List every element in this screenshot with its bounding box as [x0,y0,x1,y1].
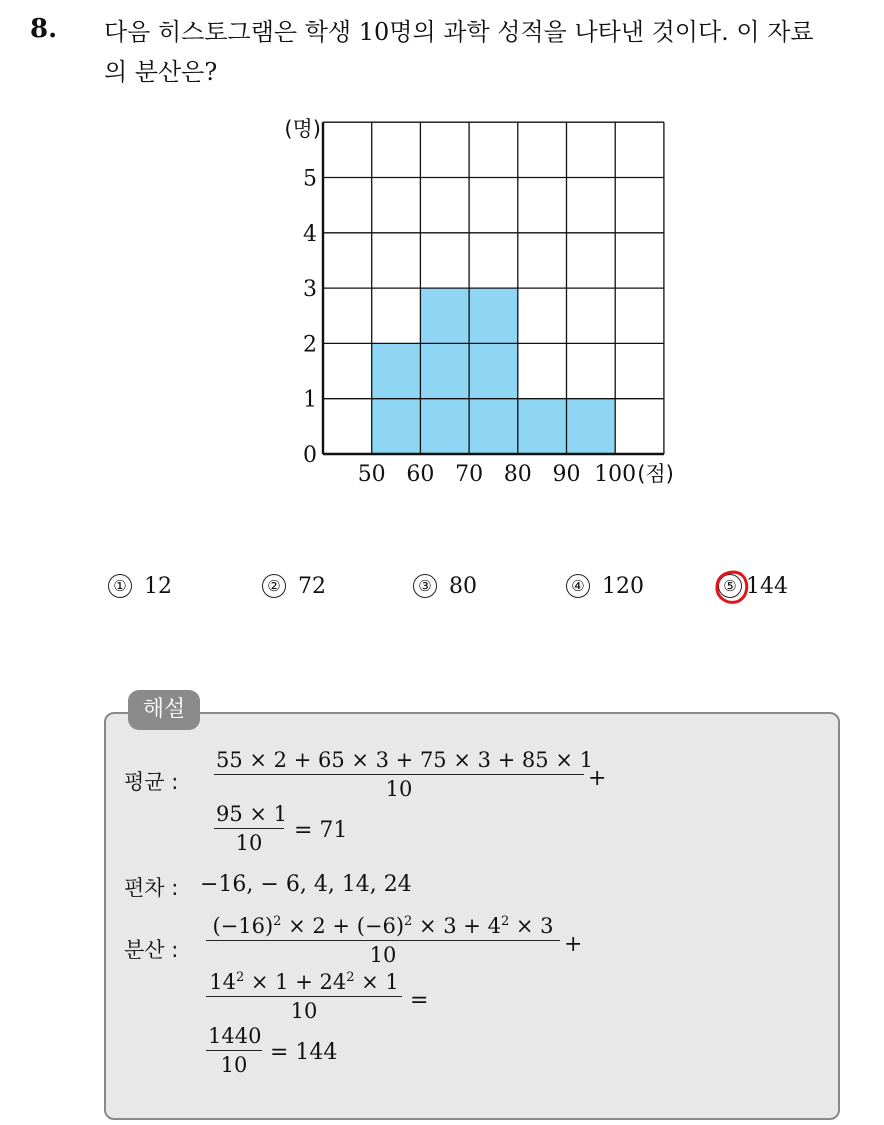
explanation-tag: 해설 [128,690,200,730]
variance-fraction-3 [206,1024,262,1077]
mean-fraction-1 [214,748,593,801]
choice-marker: ① [108,574,132,598]
question-number: 8. [30,14,58,44]
y-tick-label: 4 [303,221,317,247]
choice-value: 144 [746,574,788,599]
x-axis-label: (점) [637,462,674,486]
question-text-line2: 의 분산은? [104,58,218,86]
variance-fraction-2 [206,970,402,1023]
mean-fraction-1-denominator: 10 [385,777,413,801]
term-text: × 1 + 24 [244,970,347,994]
y-tick-label: 2 [303,332,317,358]
choice-value: 12 [144,574,172,599]
y-tick-label: 3 [303,277,317,303]
mean-fraction-2-numerator: 95 × 1 [214,802,284,829]
mean-fraction-2-denominator: 10 [235,831,263,855]
mean-fraction-2 [214,802,288,855]
histogram-bar [420,288,469,454]
variance-fraction-1 [206,914,560,967]
mean-label: 평균 : [124,770,179,794]
term-text: 14 [209,970,236,994]
question-text [104,12,864,92]
choice-marker: ⑤ [718,574,742,598]
choice-1[interactable] [108,574,172,599]
choice-3[interactable] [413,574,477,599]
variance-fraction-1-denominator: 10 [369,943,397,967]
deviation-label: 편차 : [124,876,179,900]
histogram-bar [518,399,567,454]
histogram [255,108,705,498]
choice-2[interactable] [262,574,326,599]
term-text: × 3 + 4 [412,914,501,938]
exponent: 2 [273,914,282,929]
choice-value: 72 [298,574,326,599]
variance-fraction-3-numerator: 1440 [206,1024,262,1051]
y-tick-label: 0 [303,443,317,468]
equals-sign: = [410,988,429,1013]
y-axis-label: (명) [284,117,321,142]
x-tick-label: 60 [406,462,435,487]
choice-marker: ③ [413,574,437,598]
question-text-line1: 다음 히스토그램은 학생 10명의 과학 성적을 나타낸 것이다. 이 자료 [104,18,814,46]
x-tick-label: 70 [455,462,484,487]
term-text: × 3 [509,914,554,938]
x-tick-label: 80 [503,462,532,487]
variance-label: 분산 : [124,938,179,962]
variance-fraction-1-numerator [206,914,560,941]
plus-sign: + [588,766,607,791]
exponent: 2 [500,914,510,929]
variance-result: = 144 [270,1040,338,1065]
x-tick-label: 90 [552,462,581,487]
choice-4[interactable] [566,574,644,599]
variance-fraction-2-denominator: 10 [290,999,318,1023]
choice-marker: ② [262,574,286,598]
selected-answer-circle-icon [711,566,753,608]
selection-ring-stroke [717,572,747,602]
mean-result: = 71 [294,818,348,843]
exponent: 2 [346,970,355,985]
x-tick-label: 100 [594,462,637,487]
answer-choices [108,574,828,610]
deviation-values: −16, − 6, 4, 14, 24 [200,872,412,897]
choice-value: 120 [602,574,644,599]
exponent: 2 [404,914,413,929]
y-tick-label: 5 [303,166,317,192]
x-tick-label: 50 [357,462,386,487]
exponent: 2 [235,970,245,985]
variance-fraction-2-numerator [206,970,402,997]
plus-sign: + [564,932,583,957]
choice-marker: ④ [566,574,590,598]
histogram-bar [567,399,616,454]
choice-value: 80 [449,574,477,599]
term-text: (−16) [212,914,274,938]
mean-fraction-1-numerator: 55 × 2 + 65 × 3 + 75 × 3 + 85 × 1 [214,748,584,775]
term-text: × 1 [354,970,399,994]
y-tick-label: 1 [303,387,317,413]
histogram-bar [469,288,518,454]
term-text: × 2 + (−6) [281,914,405,938]
choice-5[interactable] [718,574,788,599]
variance-fraction-3-denominator: 10 [220,1053,248,1077]
